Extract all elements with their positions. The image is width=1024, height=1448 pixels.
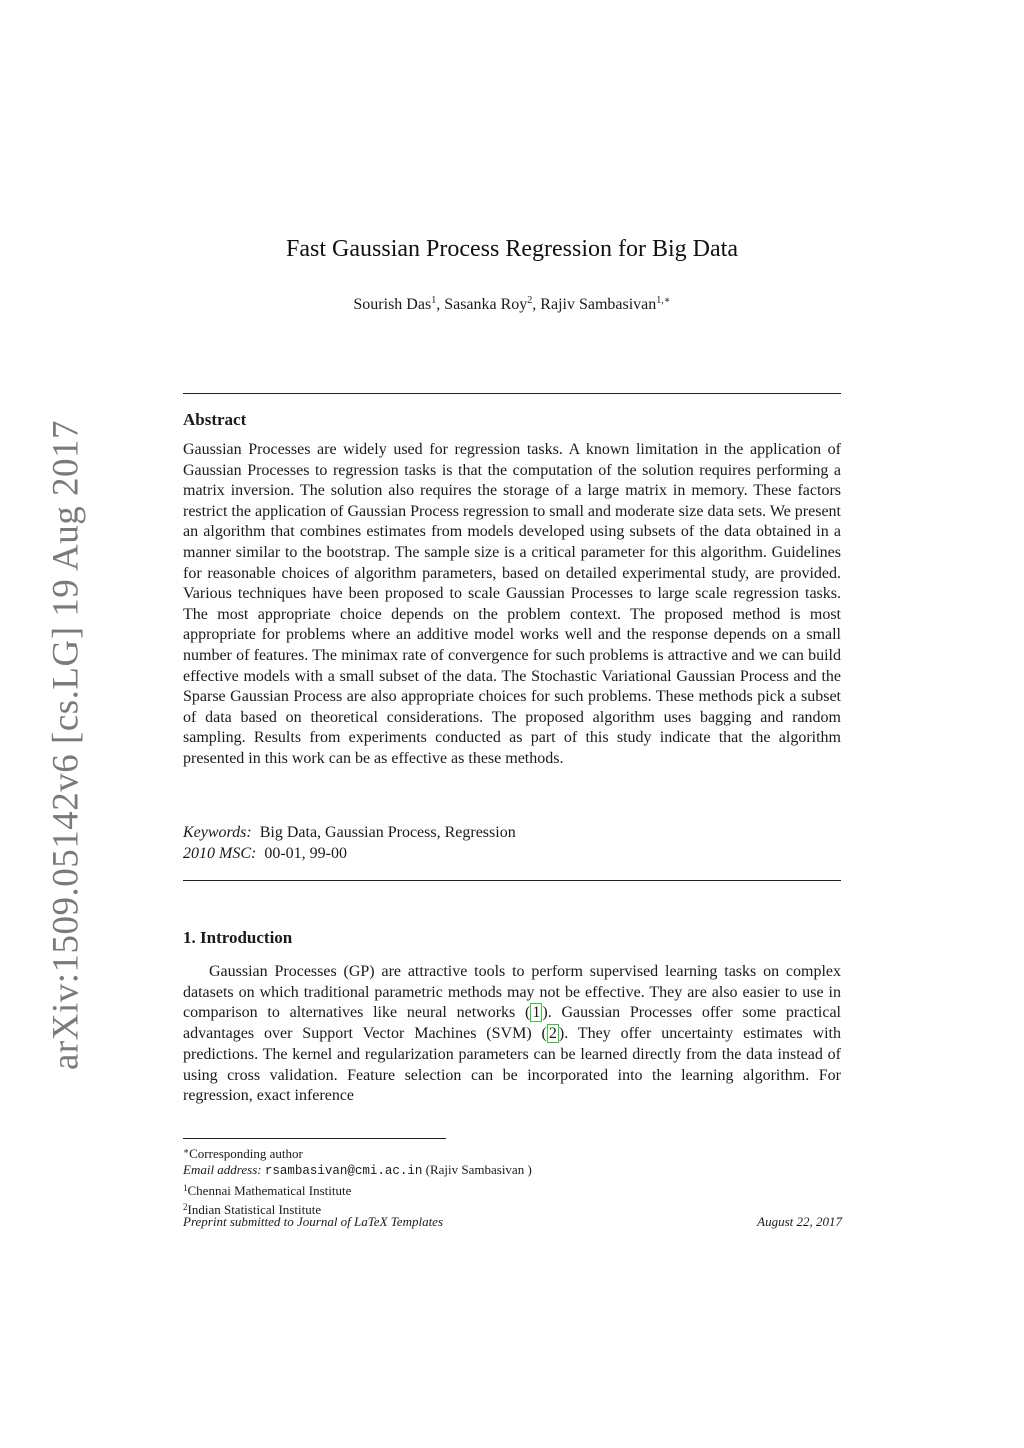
footnote-affiliation-1 — [183, 1180, 532, 1199]
arxiv-identifier-stamp: arXiv:1509.05142v6 [cs.LG] 19 Aug 2017 — [45, 420, 87, 1070]
intro-text: Gaussian Processes (GP) are attractive tools to perform supervised learning tasks on complex datasets on which traditional parametric methods may not be effective. They are also easier to use in comparison to alternatives like neural networks ( — [183, 963, 841, 1022]
abstract-heading: Abstract — [183, 410, 247, 429]
section-heading-introduction: 1. Introduction — [183, 928, 293, 947]
footnote-rule — [183, 1138, 446, 1139]
email-owner: (Rajiv Sambasivan ) — [425, 1162, 532, 1178]
keywords-label: Keywords: — [183, 824, 252, 841]
citation-link[interactable]: 1 — [532, 1004, 541, 1022]
introduction-paragraph — [183, 962, 841, 1107]
abstract-top-rule — [183, 393, 841, 394]
footnote-mark: 2 — [183, 1202, 188, 1213]
email-label: Email address: — [183, 1162, 262, 1178]
msc-label: 2010 MSC: — [183, 845, 257, 862]
abstract-bottom-rule — [183, 880, 841, 881]
paper-title: Fast Gaussian Process Regression for Big Data — [286, 236, 738, 262]
email-address-link[interactable]: rsambasivan@cmi.ac.in — [264, 1164, 423, 1179]
footnote-mark: 1 — [183, 1182, 188, 1193]
footnote-text: Corresponding author — [189, 1146, 303, 1161]
intro-text: ). They offer uncertainty estimates with predictions. The kernel and regularization parameters can be learned directly from the data instead of using cross validation. Feature selection can be incorporated into the learning algorithm. For regression, exact inference — [183, 1025, 841, 1105]
preprint-date: August 22, 2017 — [757, 1214, 842, 1229]
abstract-text: Gaussian Processes are widely used for regression tasks. A known limitation in the application of Gaussian Processes to regression tasks is that the computation of the solution requires performing a matrix inversion. The solution also requires the storage of a large matrix in memory. These factors restrict the application of Gaussian Process regression to small and moderate size data sets. We present an algorithm that combines estimates from models developed using subsets of the data obtained in a manner similar to the bootstrap. The sample size is a critical parameter for this algorithm. Guidelines for reasonable choices of algorithm parameters, based on detailed experimental study, are provided. Various techniques have been proposed to scale Gaussian Processes to large scale regression tasks. The most appropriate choice depends on the problem context. The proposed method is most appropriate for problems where an additive model works well and the response depends on a small number of features. The minimax rate of convergence for such problems is attractive and we can build effective models with a small subset of the data. The Stochastic Variational Gaussian Process and the Sparse Gaussian Process are also appropriate choices for such problems. These methods pick a subset of data based on theoretical considerations. The proposed algorithm uses bagging and random sampling. Results from experiments conducted as part of this study indicate that the algorithm presented in this work can be as effective as these methods. — [183, 441, 841, 767]
keywords-block — [183, 822, 516, 864]
affiliation-mark: 1 — [431, 295, 437, 306]
footnote-email — [183, 1162, 532, 1179]
footnotes — [183, 1143, 532, 1219]
affiliation-text: Chennai Mathematical Institute — [187, 1182, 352, 1198]
author-separator: , — [532, 296, 541, 313]
preprint-note: Preprint submitted to Journal of LaTeX Templates — [183, 1214, 444, 1229]
footnote-mark: ∗ — [183, 1146, 190, 1156]
author-name: Sourish Das — [353, 296, 432, 313]
author-list — [0, 295, 1024, 314]
affiliation-text: Indian Statistical Institute — [187, 1202, 322, 1218]
author-name: Rajiv Sambasivan — [540, 296, 657, 313]
affiliation-mark: 2 — [527, 295, 533, 306]
author-separator: , — [436, 296, 445, 313]
footnote-corresponding — [183, 1143, 532, 1162]
keywords-value: Big Data, Gaussian Process, Regression — [259, 824, 516, 841]
msc-line — [183, 843, 516, 864]
keywords-line — [183, 822, 516, 843]
intro-text: ). Gaussian Processes offer some practical advantages over Support Vector Machines (SVM) ( — [183, 1004, 841, 1043]
affiliation-mark: 1,∗ — [656, 295, 671, 306]
msc-value: 00-01, 99-00 — [264, 845, 347, 862]
citation-link[interactable]: 2 — [548, 1025, 557, 1043]
author-name: Sasanka Roy — [444, 296, 528, 313]
